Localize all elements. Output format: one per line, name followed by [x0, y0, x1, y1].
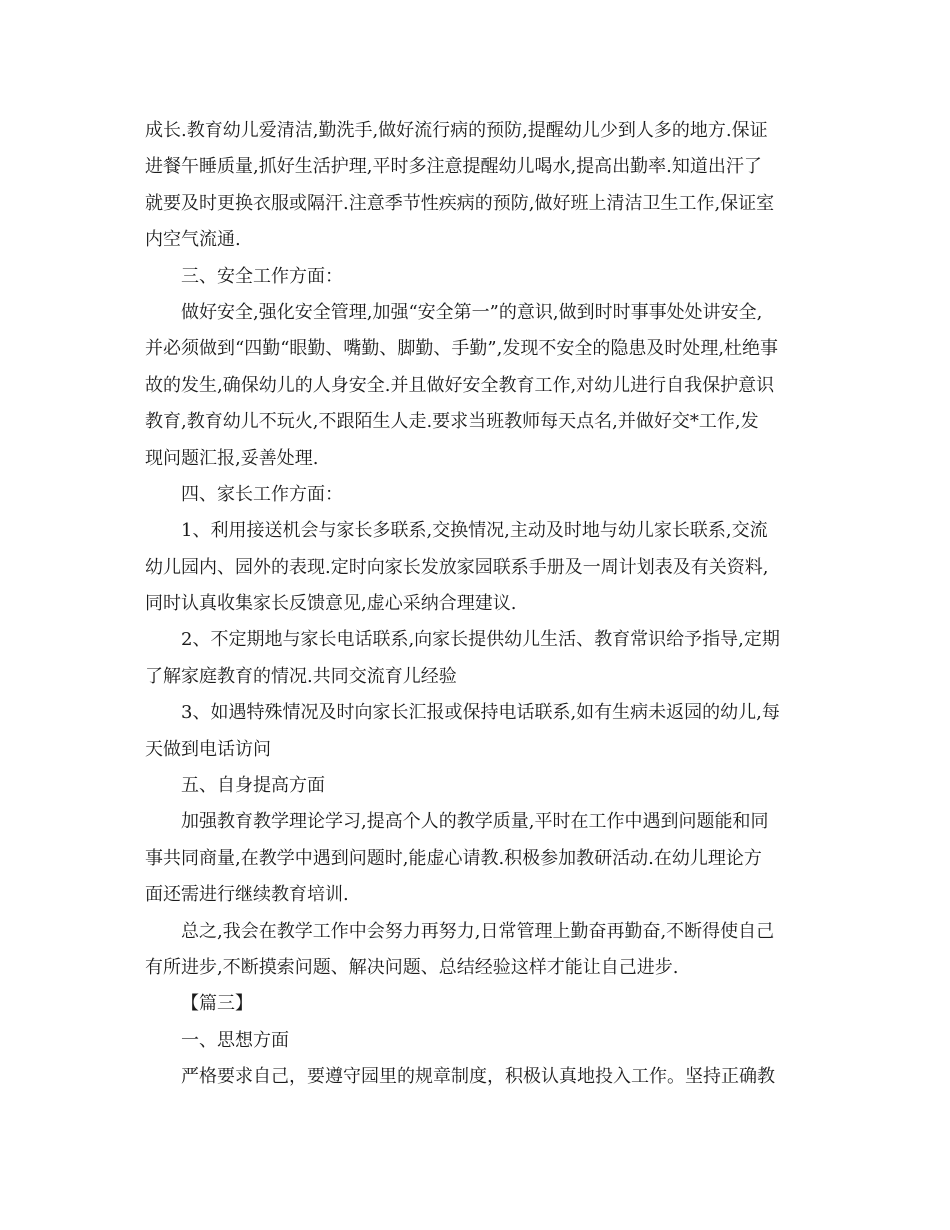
text-line: 四、家长工作方面：	[181, 483, 343, 505]
text-line: 五、自身提高方面	[181, 775, 325, 797]
text-line: 严格要求自己，要遵守园里的规章制度，积极认真地投入工作。坚持正确教	[181, 1066, 775, 1088]
text-line: 同时认真收集家长反馈意见,虚心采纳合理建议.	[145, 593, 517, 615]
text-line: 现问题汇报,妥善处理.	[145, 447, 319, 469]
text-line: 3、如遇特殊情况及时向家长汇报或保持电话联系,如有生病未返园的幼儿,每	[181, 702, 780, 724]
text-line: 1、利用接送机会与家长多联系,交换情况,主动及时地与幼儿家长联系,交流	[181, 520, 768, 542]
text-line: 故的发生,确保幼儿的人身安全.并且做好安全教育工作,对幼儿进行自我保护意识	[145, 374, 775, 396]
text-line: 事共同商量,在教学中遇到问题时,能虚心请教.积极参加教研活动.在幼儿理论方	[145, 847, 762, 869]
text-line: 内空气流通.	[145, 229, 241, 251]
text-line: 面还需进行继续教育培训.	[145, 884, 349, 906]
text-line: 一、思想方面	[181, 1029, 289, 1051]
text-line: 做好安全,强化安全管理,加强“安全第一”的意识,做到时时事事处处讲安全,	[181, 301, 763, 323]
text-line: 成长.教育幼儿爱清洁,勤洗手,做好流行病的预防,提醒幼儿少到人多的地方.保证	[145, 120, 768, 141]
text-line: 并必须做到“四勤“眼勤、嘴勤、脚勤、手勤”,发现不安全的隐患及时处理,杜绝事	[145, 338, 779, 360]
text-line: 就要及时更换衣服或隔汗.注意季节性疾病的预防,做好班上清洁卫生工作,保证室	[145, 192, 775, 214]
text-line: 进餐午睡质量,抓好生活护理,平时多注意提醒幼儿喝水,提高出勤率.知道出汗了	[145, 156, 762, 178]
text-line: 【篇三】	[181, 993, 253, 1015]
text-line: 天做到电话访问	[145, 738, 271, 760]
text-line: 2、不定期地与家长电话联系,向家长提供幼儿生活、教育常识给予指导,定期	[181, 629, 780, 651]
text-line: 有所进步,不断摸索问题、解决问题、总结经验这样才能让自己进步.	[145, 956, 679, 978]
text-line: 加强教育教学理论学习,提高个人的教学质量,平时在工作中遇到问题能和同	[181, 811, 769, 833]
text-line: 了解家庭教育的情况.共同交流育儿经验	[145, 665, 457, 687]
document-body	[145, 113, 805, 1096]
text-line: 总之,我会在教学工作中会努力再努力,日常管理上勤奋再勤奋,不断得使自己	[181, 920, 775, 942]
text-line: 三、安全工作方面：	[181, 265, 343, 287]
text-line: 教育,教育幼儿不玩火,不跟陌生人走.要求当班教师每天点名,并做好交*工作,发	[145, 411, 759, 433]
text-line: 幼儿园内、园外的表现.定时向家长发放家园联系手册及一周计划表及有关资料,	[145, 556, 769, 578]
